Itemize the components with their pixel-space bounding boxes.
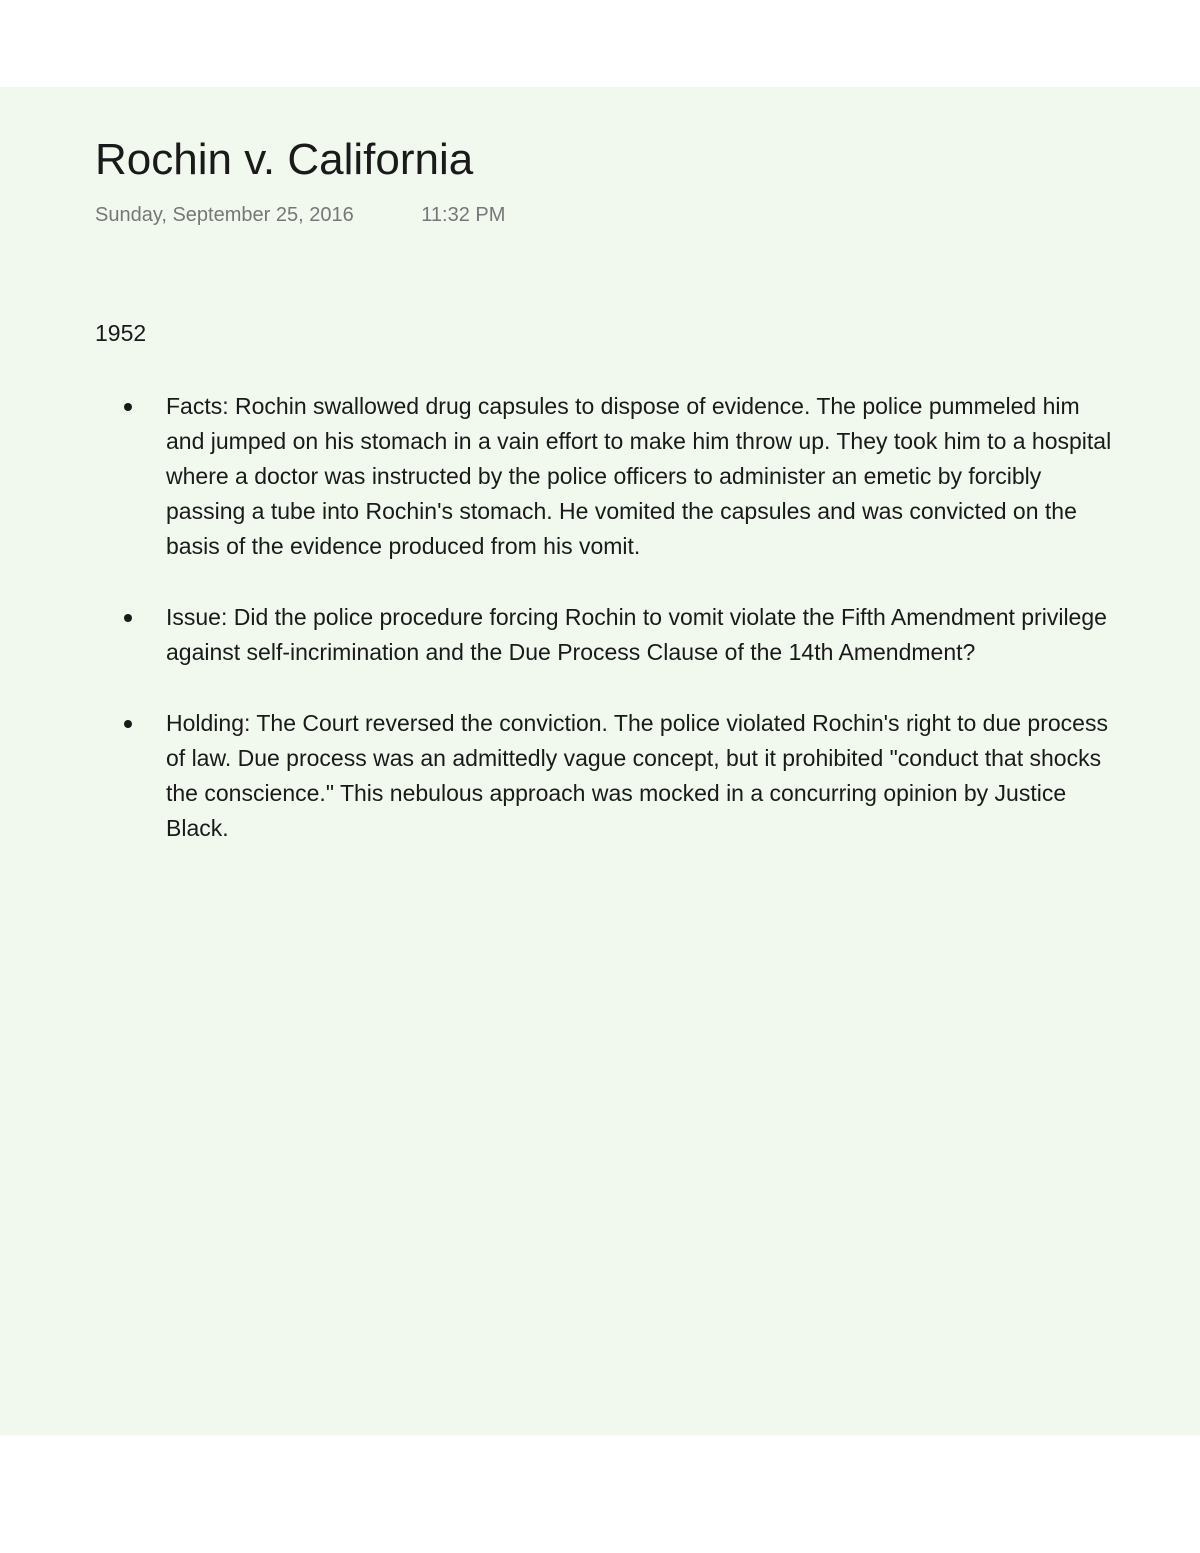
note-date: Sunday, September 25, 2016 <box>95 204 354 226</box>
case-summary-list <box>115 389 1115 882</box>
bullet-dot-icon <box>124 403 132 411</box>
case-year: 1952 <box>95 320 147 346</box>
issue-text: Issue: Did the police procedure forcing Rochin to vomit violate the Fifth Amendment privilege against self-incrimination and the Due Process Clause of the 14th Amendment? <box>166 604 1107 665</box>
issue-bullet <box>115 600 1115 670</box>
note-timestamp <box>95 202 505 228</box>
facts-bullet <box>115 389 1115 564</box>
note-page <box>0 87 1200 1435</box>
bullet-dot-icon <box>124 614 132 622</box>
facts-text: Facts: Rochin swallowed drug capsules to dispose of evidence. The police pummeled him and jumped on his stomach in a vain effort to make him throw up. They took him to a hospital where a doctor was instructed by the police officers to administer an emetic by forcibly passing a tube into Rochin's stomach. He vomited the capsules and was convicted on the basis of the evidence produced from his vomit. <box>166 393 1112 559</box>
bullet-dot-icon <box>124 720 132 728</box>
note-time: 11:32 PM <box>421 204 506 226</box>
holding-bullet <box>115 706 1115 846</box>
page-title: Rochin v. California <box>95 135 474 184</box>
holding-text: Holding: The Court reversed the conviction. The police violated Rochin's right to due process of law. Due process was an admittedly vague concept, but it prohibited "conduct that shocks the conscience." This nebulous approach was mocked in a concurring opinion by Justice Black. <box>166 710 1108 841</box>
